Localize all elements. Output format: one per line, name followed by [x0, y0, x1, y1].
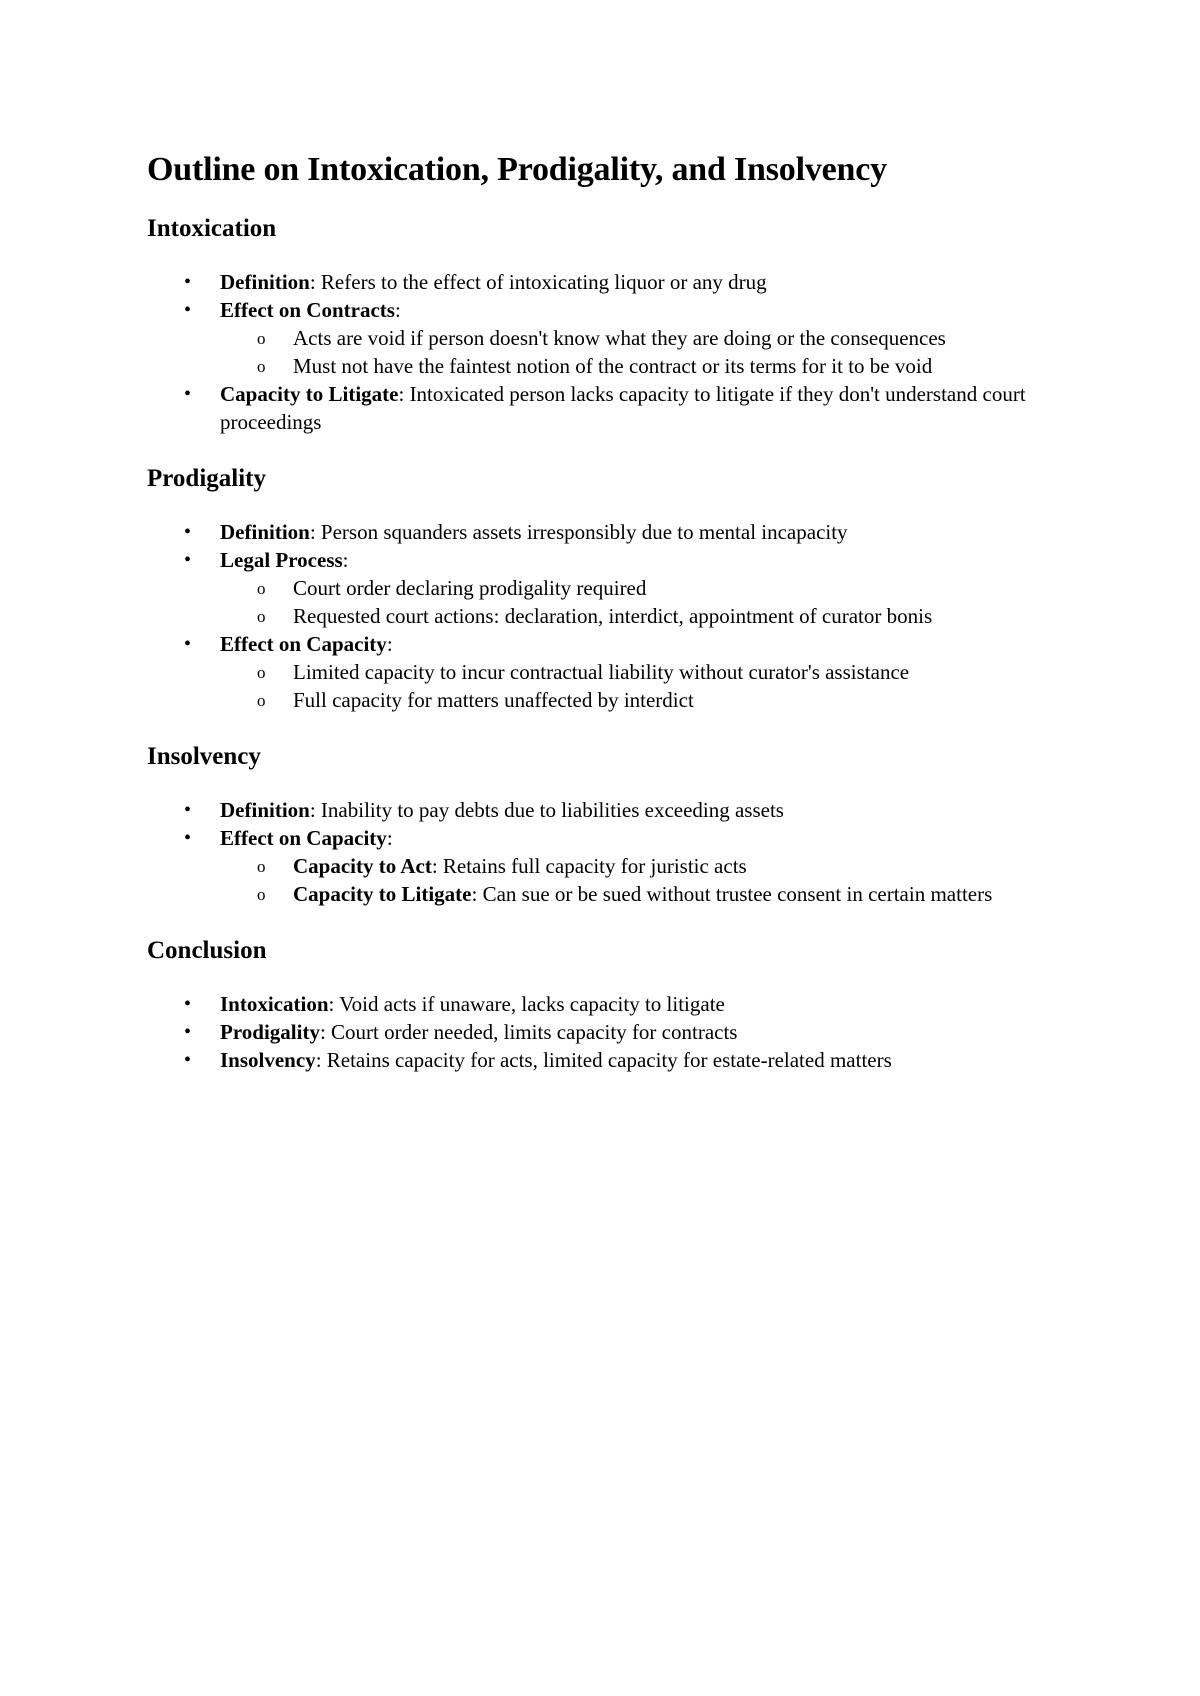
section-heading: Intoxication [147, 215, 277, 242]
sub-bullet-item [220, 880, 1100, 908]
bullet-list [147, 518, 1100, 714]
sub-bullet-body: Limited capacity to incur contractual liability without curator's assistance [293, 660, 910, 684]
bullet-item [147, 990, 1100, 1018]
bullet-list [147, 990, 1100, 1074]
sub-bullet-item [220, 352, 1100, 380]
bullet-body: : [342, 548, 349, 572]
sub-bullet-list [220, 324, 1100, 380]
section-heading: Conclusion [147, 937, 267, 964]
bullet-item [147, 380, 1100, 436]
bullet-list [147, 268, 1100, 436]
document-body [147, 212, 1100, 1074]
bullet-text [220, 518, 1030, 546]
sub-bullet-text [293, 852, 1033, 880]
page-title: Outline on Intoxication, Prodigality, and Insolvency [147, 151, 887, 188]
sub-bullet-text [293, 880, 1033, 908]
sub-bullet-item [220, 324, 1100, 352]
bullet-text [220, 380, 1030, 436]
sub-bullet-list [220, 658, 1100, 714]
bullet-text [220, 630, 1030, 658]
bullet-body: : Inability to pay debts due to liabilities exceeding assets [309, 798, 784, 822]
bullet-body: : Void acts if unaware, lacks capacity to litigate [328, 992, 725, 1016]
section-conclusion [147, 934, 1100, 1074]
bullet-body: : [394, 298, 401, 322]
sub-bullet-body: Must not have the faintest notion of the contract or its terms for it to be void [293, 354, 933, 378]
sub-bullet-body: Acts are void if person doesn't know what they are doing or the consequences [293, 326, 946, 350]
bullet-item [147, 518, 1100, 546]
section-insolvency [147, 740, 1100, 908]
bullet-item [147, 824, 1100, 908]
bullet-label: Effect on Capacity [220, 826, 387, 850]
bullet-body: : Person squanders assets irresponsibly due to mental incapacity [309, 520, 848, 544]
sub-bullet-body: : Retains full capacity for juristic acts [431, 854, 747, 878]
sub-bullet-label: Capacity to Act [293, 854, 432, 878]
sub-bullet-body: Court order declaring prodigality required [293, 576, 647, 600]
sub-bullet-body: Requested court actions: declaration, interdict, appointment of curator bonis [293, 604, 933, 628]
section-heading: Insolvency [147, 743, 261, 770]
bullet-label: Effect on Capacity [220, 632, 387, 656]
bullet-item [147, 296, 1100, 380]
bullet-text [220, 268, 1030, 296]
sub-bullet-label: Capacity to Litigate [293, 882, 472, 906]
bullet-label: Intoxication [220, 992, 329, 1016]
bullet-text [220, 296, 1030, 324]
bullet-text [220, 1018, 1030, 1046]
sub-bullet-item [220, 686, 1100, 714]
bullet-text [220, 796, 1030, 824]
sub-bullet-text [293, 686, 1033, 714]
bullet-label: Definition [220, 798, 310, 822]
bullet-label: Definition [220, 270, 310, 294]
bullet-list [147, 796, 1100, 908]
sub-bullet-text [293, 658, 1033, 686]
sub-bullet-list [220, 852, 1100, 908]
bullet-label: Capacity to Litigate [220, 382, 399, 406]
sub-bullet-text [293, 574, 1033, 602]
bullet-label: Insolvency [220, 1048, 316, 1072]
bullet-body: : Retains capacity for acts, limited capacity for estate-related matters [315, 1048, 892, 1072]
section-heading: Prodigality [147, 465, 266, 492]
bullet-body: : [386, 826, 393, 850]
bullet-item [147, 1046, 1100, 1074]
bullet-label: Definition [220, 520, 310, 544]
bullet-text [220, 990, 1030, 1018]
bullet-item [147, 796, 1100, 824]
sub-bullet-text [293, 352, 1033, 380]
bullet-item [147, 1018, 1100, 1046]
sub-bullet-text [293, 324, 1033, 352]
bullet-text [220, 1046, 1030, 1074]
bullet-label: Legal Process [220, 548, 343, 572]
bullet-item [147, 630, 1100, 714]
bullet-item [147, 546, 1100, 630]
sub-bullet-item [220, 658, 1100, 686]
sub-bullet-item [220, 574, 1100, 602]
bullet-body: : Intoxicated person lacks capacity to litigate if they don't understand court proceedings [220, 382, 1026, 434]
bullet-body: : Refers to the effect of intoxicating liquor or any drug [309, 270, 767, 294]
bullet-body: : Court order needed, limits capacity for contracts [319, 1020, 738, 1044]
bullet-text [220, 824, 1030, 852]
bullet-label: Effect on Contracts [220, 298, 395, 322]
section-prodigality [147, 462, 1100, 714]
sub-bullet-body: Full capacity for matters unaffected by interdict [293, 688, 694, 712]
sub-bullet-item [220, 602, 1100, 630]
sub-bullet-body: : Can sue or be sued without trustee consent in certain matters [471, 882, 993, 906]
sub-bullet-text [293, 602, 1033, 630]
bullet-label: Prodigality [220, 1020, 320, 1044]
bullet-text [220, 546, 1030, 574]
sub-bullet-item [220, 852, 1100, 880]
bullet-body: : [386, 632, 393, 656]
section-intoxication [147, 212, 1100, 436]
sub-bullet-list [220, 574, 1100, 630]
bullet-item [147, 268, 1100, 296]
